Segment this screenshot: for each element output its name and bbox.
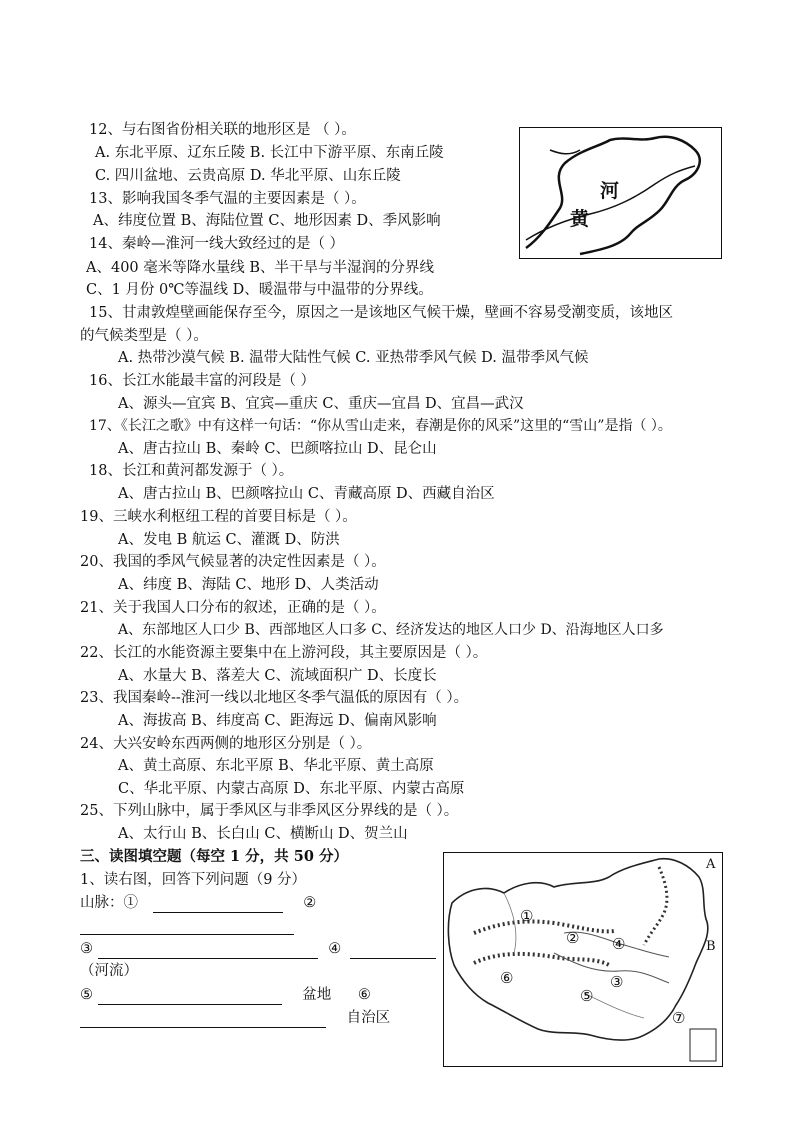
q19-options: A、发电 B 航运 C、灌溉 D、防洪	[118, 532, 340, 548]
q22-stem: 22、长江的水能资源主要集中在上游河段，其主要原因是（ ）。	[80, 645, 488, 661]
map-label-a: A	[706, 857, 716, 872]
map-num-6: ⑥	[500, 969, 514, 987]
map-num-5: ⑤	[580, 987, 594, 1005]
q20-options: A、纬度 B、海陆 C、地形 D、人类活动	[118, 577, 379, 593]
map-num-7: ⑦	[672, 1009, 686, 1027]
map-num-4: ④	[612, 935, 626, 953]
blank-1[interactable]	[153, 896, 283, 913]
q13-options: A、纬度位置 B、海陆位置 C、地形因素 D、季风影响	[93, 213, 441, 229]
basin-label: 盆地	[302, 987, 332, 1003]
q21-options: A、东部地区人口少 B、西部地区人口多 C、经济发达的地区人口少 D、沿海地区人口多	[118, 622, 664, 638]
q16-stem: 16、长江水能最丰富的河段是（ ）	[89, 373, 316, 389]
q18-options: A、唐古拉山 B、巴颜喀拉山 C、青藏高原 D、西藏自治区	[118, 486, 495, 502]
q24-options-1: A、黄土高原、东北平原 B、华北平原、黄土高原	[118, 758, 434, 774]
q19-stem: 19、三峡水利枢纽工程的首要目标是（ ）。	[80, 509, 357, 525]
section-3-title: 三、读图填空题（每空 1 分，共 50 分）	[80, 848, 348, 865]
q20-stem: 20、我国的季风气候显著的决定性因素是（ ）。	[80, 554, 386, 570]
section-3-q1: 1、读右图，回答下列问题（9 分）	[80, 872, 307, 888]
autonomous-label: 自治区	[346, 1010, 391, 1026]
q21-stem: 21、关于我国人口分布的叙述，正确的是（ ）。	[80, 600, 386, 616]
q23-options: A、海拔高 B、纬度高 C、距海远 D、偏南风影响	[118, 713, 437, 729]
q14-options-1: A、400 毫米等降水量线 B、半干旱与半湿润的分界线	[86, 260, 435, 276]
province-outline-svg	[520, 128, 721, 258]
blank-6[interactable]	[80, 1011, 326, 1028]
q16-options: A、源头—宜宾 B、宜宾—重庆 C、重庆—宜昌 D、宜昌—武汉	[118, 396, 524, 412]
q24-stem: 24、大兴安岭东西两侧的地形区分别是（ ）。	[80, 736, 372, 752]
mountain-label: 山脉：①	[80, 895, 138, 911]
circ-3: ③	[80, 941, 93, 957]
q13-stem: 13、影响我国冬季气温的主要因素是（ ）。	[89, 191, 366, 207]
map-num-2: ②	[566, 929, 580, 947]
q12-stem: 12、与右图省份相关联的地形区是 （ ）。	[89, 122, 356, 138]
q23-stem: 23、我国秦岭--淮河一线以北地区冬季气温低的原因有（ ）。	[80, 690, 469, 706]
circ-6: ⑥	[357, 987, 371, 1003]
q17-stem: 17、《长江之歌》中有这样一句话：“你从雪山走来，春潮是你的风采”这里的“雪山”是指（ ）。	[89, 418, 672, 434]
blank-4[interactable]	[350, 942, 436, 959]
map-num-1: ①	[520, 907, 534, 925]
blank-2[interactable]	[80, 918, 294, 935]
q15-stem-1: 15、甘肃敦煌壁画能保存至今，原因之一是该地区气候干燥，壁画不容易受潮变质，该地区	[89, 305, 673, 321]
fill-row-5	[80, 985, 371, 1005]
blank-5[interactable]	[98, 988, 282, 1005]
blank-3[interactable]	[98, 942, 318, 959]
map-char-he: 河	[600, 180, 620, 202]
map-char-huang: 黄	[570, 208, 590, 230]
q25-options: A、太行山 B、长白山 C、横断山 D、贺兰山	[118, 826, 408, 842]
circ-4: ④	[328, 941, 342, 957]
map-label-b: B	[706, 939, 716, 954]
q15-options: A. 热带沙漠气候 B. 温带大陆性气候 C. 亚热带季风气候 D. 温带季风气候	[118, 350, 589, 366]
china-map	[443, 852, 723, 1067]
q25-stem: 25、下列山脉中，属于季风区与非季风区分界线的是（ ）。	[80, 803, 459, 819]
province-map	[519, 127, 722, 259]
q12-options-2: C. 四川盆地、云贵高原 D. 华北平原、山东丘陵	[95, 168, 401, 184]
q18-stem: 18、长江和黄河都发源于（ ）。	[89, 463, 294, 479]
river-note: （河流）	[80, 963, 138, 979]
map-num-3: ③	[610, 973, 624, 991]
q17-options: A、唐古拉山 B、秦岭 C、巴颜喀拉山 D、昆仑山	[118, 441, 437, 457]
fill-row-1	[80, 893, 316, 913]
fill-row-2	[80, 915, 294, 935]
q14-options-2: C、1 月份 0℃等温线 D、暖温带与中温带的分界线。	[86, 282, 433, 298]
fill-row-6	[80, 1008, 390, 1028]
fill-row-3	[80, 939, 436, 959]
q24-options-2: C、华北平原、内蒙古高原 D、东北平原、内蒙古高原	[118, 781, 465, 797]
q14-stem: 14、秦岭—淮河一线大致经过的是（ ）	[89, 236, 345, 252]
circ-2: ②	[303, 895, 317, 911]
q22-options: A、水量大 B、落差大 C、流域面积广 D、长度长	[118, 668, 437, 684]
china-outline-svg	[444, 853, 722, 1066]
q15-stem-2: 的气候类型是（ ）。	[80, 328, 208, 344]
q12-options-1: A. 东北平原、辽东丘陵 B. 长江中下游平原、东南丘陵	[95, 145, 444, 161]
circ-5: ⑤	[80, 987, 93, 1003]
